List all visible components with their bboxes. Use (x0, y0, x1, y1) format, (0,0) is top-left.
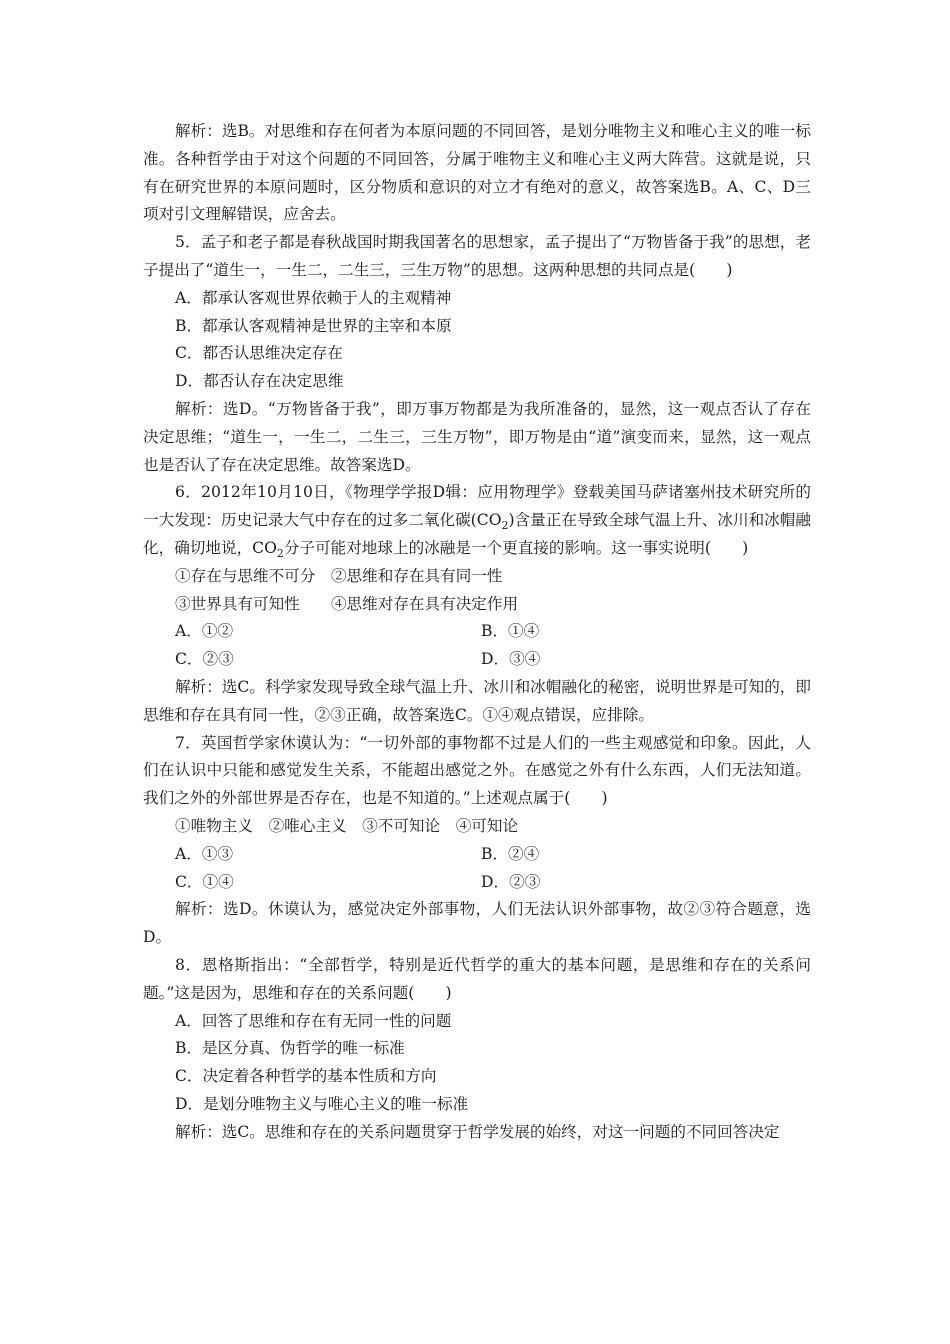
option-left: A．①② (175, 622, 234, 641)
paragraph: 解析：选C。科学家发现导致全球气温上升、冰川和冰帽融化的秘密，说明世界是可知的，即思维和存在具有同一性，②③正确，故答案选C。①④观点错误，应排除。 (143, 677, 811, 724)
option-right: D．③④ (481, 650, 541, 669)
paragraph: 解析：选C。思维和存在的关系问题贯穿于哲学发展的始终，对这一问题的不同回答决定 (175, 1122, 780, 1141)
option-row (143, 841, 811, 869)
paragraph: 解析：选B。对思维和存在何者为本原问题的不同回答，是划分唯物主义和唯心主义的唯一标准。各种哲学由于对这个问题的不同回答，分属于唯物主义和唯心主义两大阵营。这就是说，只有在研究世界的本原问题时，区分物质和意识的对立才有绝对的意义，故答案选B。A、C、D三项对引文理解错误，应舍去。 (143, 122, 811, 224)
answer-option: ①存在与思维不可分 ②思维和存在具有同一性 (175, 566, 503, 585)
answer-option: C．决定着各种哲学的基本性质和方向 (175, 1067, 437, 1086)
paragraph: 7．英国哲学家休谟认为：“一切外部的事物都不过是人们的一些主观感觉和印象。因此，人们在认识中只能和感觉发生关系，不能超出感觉之外。在感觉之外有什么东西，人们无法知道。我们之外的外部世界是否存在，也是不知道的。”上述观点属于( ) (143, 733, 811, 808)
paragraph: 8．恩格斯指出：“全部哲学，特别是近代哲学的重大的基本问题，是思维和存在的关系问题。”这是因为，思维和存在的关系问题( ) (143, 955, 811, 1002)
paragraph: 解析：选D。“万物皆备于我”，即万事万物都是为我所准备的，显然，这一观点否认了存在决定思维；“道生一，一生二，二生三，三生万物”，即万物是由“道”演变而来，显然，这一观点也是否认了存在决定思维。故答案选D。 (143, 399, 811, 474)
answer-option: B．都承认客观精神是世界的主宰和本原 (175, 316, 452, 335)
option-left: C．②③ (175, 650, 234, 669)
option-right: D．②③ (481, 872, 541, 891)
answer-option: D．都否认存在决定思维 (175, 372, 344, 391)
answer-option: B．是区分真、伪哲学的唯一标准 (175, 1039, 405, 1058)
option-left: A．①③ (175, 844, 234, 863)
answer-option: ①唯物主义 ②唯心主义 ③不可知论 ④可知论 (175, 816, 519, 835)
document-body (143, 118, 811, 1146)
paragraph: 6．2012年10月10日，《物理学学报D辑：应用物理学》登载美国马萨诸塞州技术研究所的一大发现：历史记录大气中存在的过多二氧化碳$(CO_2)$含量正在导致全球气温上升、冰川和冰帽融化，确切地说，$CO_2$分子可能对地球上的冰融是一个更直接的影响。这一事实说明( ) (143, 483, 811, 561)
answer-option: A．回答了思维和存在有无同一性的问题 (175, 1011, 452, 1030)
paragraph: 解析：选D。休谟认为，感觉决定外部事物，人们无法认识外部事物，故②③符合题意，选D。 (143, 900, 811, 947)
paragraph: 5．孟子和老子都是春秋战国时期我国著名的思想家，孟子提出了“万物皆备于我”的思想，老子提出了“道生一，一生二，二生三，三生万物”的思想。这两种思想的共同点是( ) (143, 233, 811, 279)
option-right: B．②④ (481, 844, 540, 863)
answer-option: D．是划分唯物主义与唯心主义的唯一标准 (175, 1094, 469, 1113)
answer-option: A．都承认客观世界依赖于人的主观精神 (175, 288, 452, 307)
option-row (143, 618, 811, 646)
answer-option: ③世界具有可知性 ④思维对存在具有决定作用 (175, 594, 519, 613)
option-left: C．①④ (175, 872, 234, 891)
answer-option: C．都否认思维决定存在 (175, 344, 343, 363)
option-row (143, 869, 811, 897)
option-right: B．①④ (481, 622, 540, 641)
option-row (143, 646, 811, 674)
